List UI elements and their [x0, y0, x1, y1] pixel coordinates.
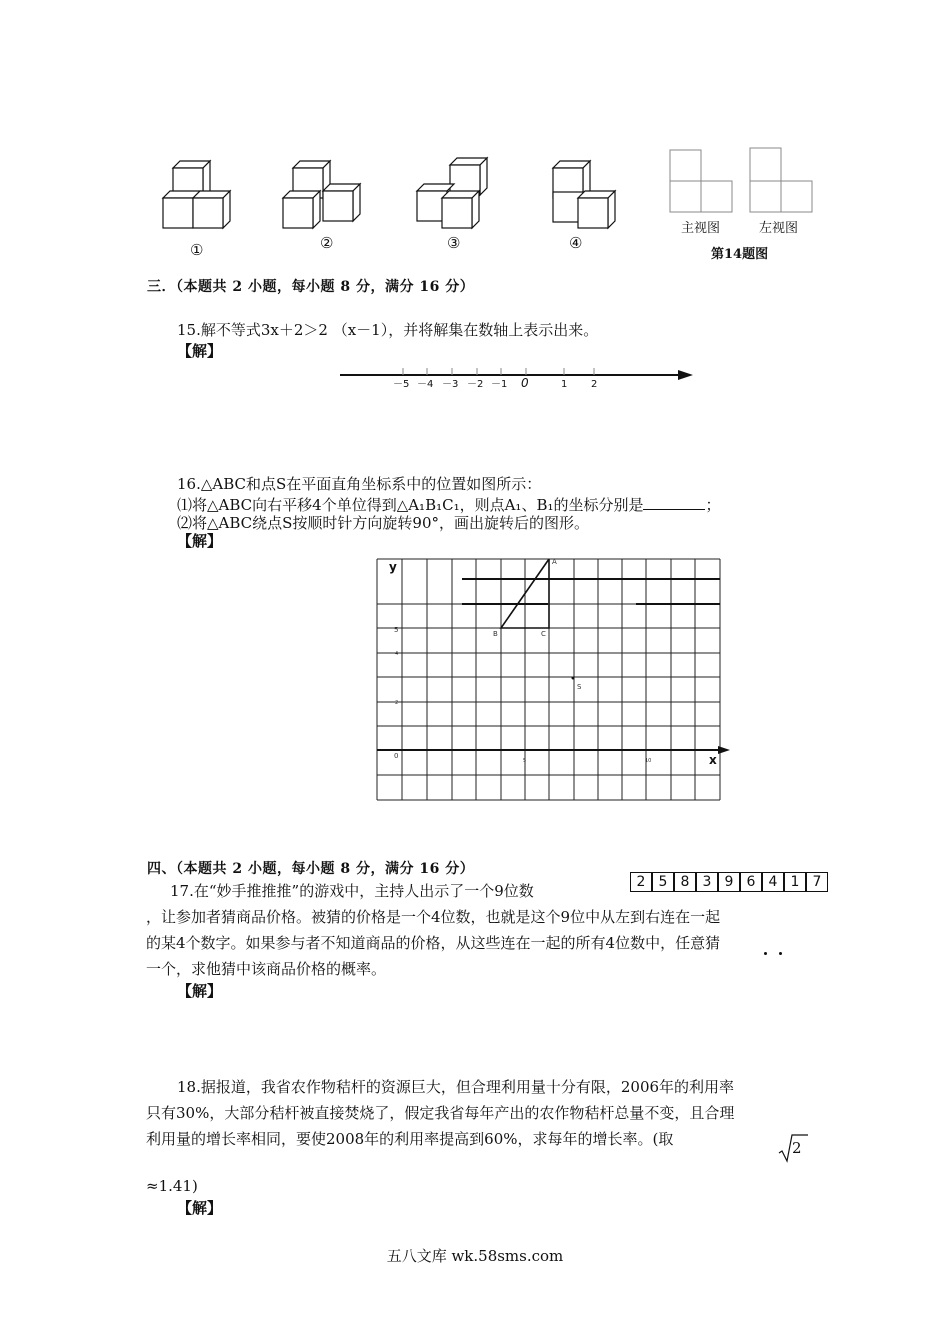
digit-cell: 9 [718, 872, 740, 892]
q17-answer-tag: 【解】 [177, 982, 223, 1000]
q18-line-2: 只有30%，大部分秸杆被直接焚烧了，假定我省每年产出的农作物秸杆总量不变，且合理 [146, 1104, 735, 1122]
label-c: C [541, 630, 546, 638]
figure-label-1: ① [190, 241, 204, 259]
sqrt-2 [778, 1133, 808, 1163]
q18-line-1: 18.据报道，我省农作物秸杆的资源巨大，但合理利用量十分有限，2006年的利用率 [177, 1078, 735, 1096]
digit-cell: 2 [630, 872, 652, 892]
tick-label: 2 [591, 379, 598, 390]
figure-label-3: ③ [447, 234, 461, 252]
digit-cell: 6 [740, 872, 762, 892]
left-view-label: 左视图 [759, 221, 799, 236]
point-s [572, 677, 575, 680]
q17-line-4: 一个，求他猜中该商品价格的概率。 [146, 960, 387, 978]
number-line-ticks [403, 368, 594, 375]
digit-cell: 7 [806, 872, 828, 892]
answer-blank [643, 495, 705, 510]
label-a: A [552, 558, 557, 566]
q17-line-3: 的某4个数字。如果参与者不知道商品的价格，从这些连在一起的所有4位数中，任意猜 [146, 934, 721, 952]
y-tick-label: 2 [395, 700, 399, 706]
tick-label: －4 [417, 379, 434, 390]
y-tick-label: 5 [394, 626, 399, 634]
sqrt-value: 2 [792, 1139, 802, 1157]
q15-answer-tag: 【解】 [177, 342, 223, 360]
left-view [750, 148, 812, 212]
digit-cell: 4 [762, 872, 784, 892]
section-4-heading: 四、（本题共 2 小题，每小题 8 分，满分 16 分） [147, 861, 475, 877]
digit-cell: 5 [652, 872, 674, 892]
cube-figure-1 [163, 161, 230, 228]
q17-line-1: 17.在“妙手推推推”的游戏中，主持人出示了一个9位数 [170, 882, 534, 900]
front-view-label: 主视图 [681, 221, 721, 236]
tick-label: －1 [491, 379, 508, 390]
q16-part1-text: ⑴将△ABC向右平移4个单位得到△A₁B₁C₁，则点A₁、B₁的坐标分别是 [177, 496, 644, 514]
tick-label: －3 [442, 379, 459, 390]
label-s: S [577, 683, 582, 691]
figure-caption: 第14题图 [711, 247, 769, 262]
digit-cell: 1 [784, 872, 806, 892]
q16-text: 16.△ABC和点S在平面直角坐标系中的位置如图所示： [177, 475, 542, 493]
q17-line-2: ，让参加者猜商品价格。被猜的价格是一个4位数，也就是这个9位中从左到右连在一起 [146, 908, 721, 926]
figure-label-4: ④ [569, 234, 583, 252]
q16-part2: ⑵将△ABC绕点S按顺时针方向旋转90°，画出旋转后的图形。 [177, 514, 590, 532]
q15-text: 15.解不等式3x＋2＞2 （x－1），并将解集在数轴上表示出来。 [177, 321, 599, 339]
q18-line-4: ≈1.41) [146, 1177, 198, 1195]
section-3-heading: 三．（本题共 2 小题，每小题 8 分，满分 16 分） [147, 279, 475, 295]
origin-label: 0 [394, 752, 399, 760]
front-view [670, 150, 732, 212]
q18-answer-tag: 【解】 [177, 1199, 223, 1217]
tick-label: 1 [561, 379, 568, 390]
x-tick-label: 5 [523, 758, 527, 764]
q16-part1-end: ； [705, 496, 721, 514]
q16-answer-tag: 【解】 [177, 532, 223, 550]
x-tick-label: 10 [645, 758, 652, 764]
digit-cell: 8 [674, 872, 696, 892]
figure-label-2: ② [320, 234, 334, 252]
y-tick-label: 4 [395, 651, 399, 657]
tick-label: －2 [467, 379, 484, 390]
q18-line-3: 利用量的增长率相同，要使2008年的利用率提高到60%，求每年的增长率。(取 [146, 1130, 674, 1148]
digit-cell: 3 [696, 872, 718, 892]
tick-label: 0 [521, 376, 529, 390]
cube-figure-2 [283, 161, 360, 228]
label-b: B [493, 630, 498, 638]
y-axis-label: y [389, 560, 397, 574]
number-line [335, 362, 700, 394]
footer-watermark: 五八文库 wk.58sms.com [386, 1247, 564, 1265]
cube-figure-3 [417, 158, 487, 228]
emphasis-dots [764, 952, 814, 958]
cube-figure-4 [553, 161, 615, 228]
x-axis-label: x [709, 753, 717, 767]
tick-label: －5 [393, 379, 410, 390]
coordinate-grid [370, 552, 736, 808]
